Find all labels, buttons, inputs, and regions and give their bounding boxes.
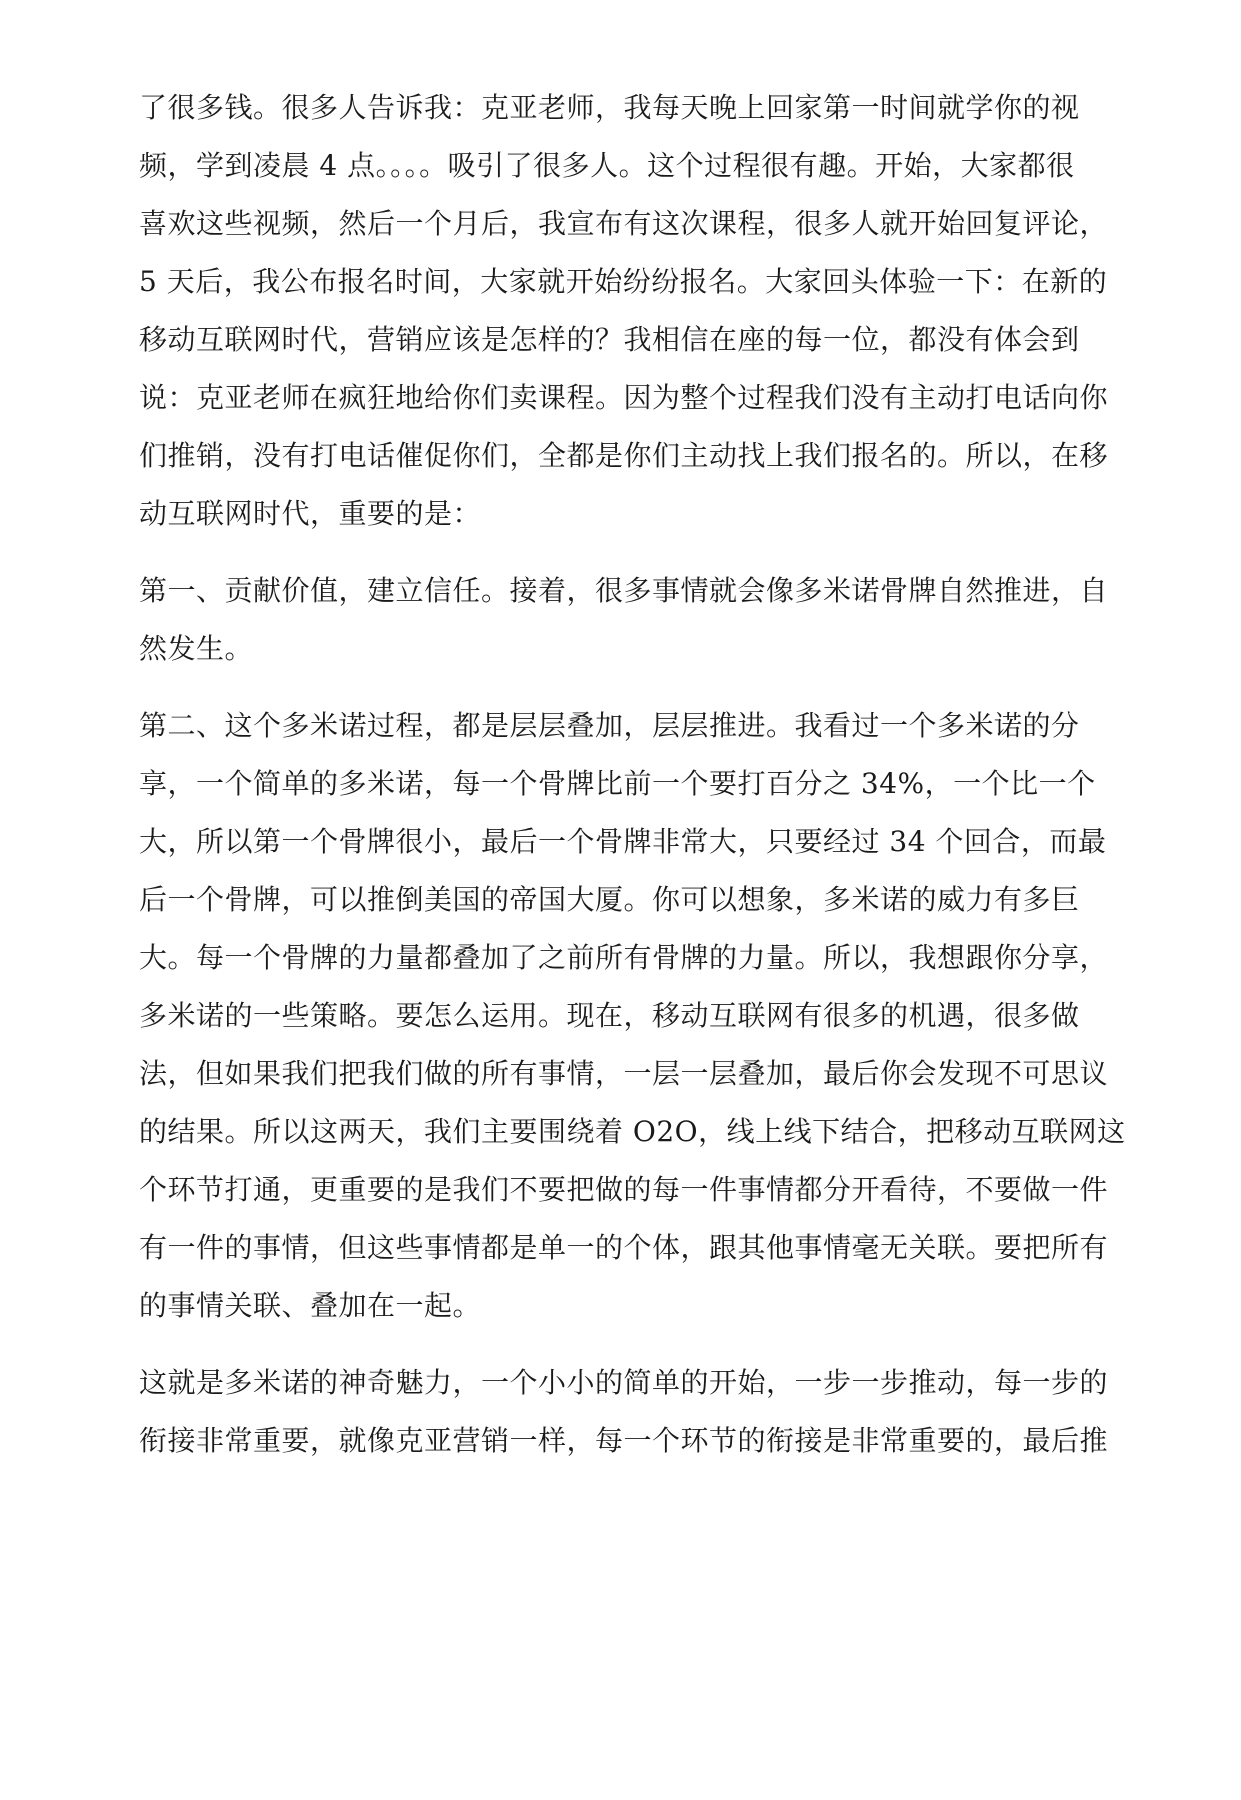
text-line: 移动互联网时代，营销应该是怎样的？我相信在座的每一位，都没有体会到 [139, 323, 1080, 356]
text-line: 享，一个简单的多米诺，每一个骨牌比前一个要打百分之 34%，一个比一个 [139, 767, 1096, 800]
text-line: 说：克亚老师在疯狂地给你们卖课程。因为整个过程我们没有主动打电话向你 [139, 381, 1109, 414]
text-line: 大，所以第一个骨牌很小，最后一个骨牌非常大，只要经过 34 个回合，而最 [139, 825, 1107, 858]
text-line: 了很多钱。很多人告诉我：克亚老师，我每天晚上回家第一时间就学你的视 [139, 91, 1080, 124]
text-line: 频，学到凌晨 4 点。。。。吸引了很多人。这个过程很有趣。开始，大家都很 [139, 149, 1075, 182]
text-line: 们推销，没有打电话催促你们，全都是你们主动找上我们报名的。所以，在移 [139, 439, 1109, 472]
text-line: 这就是多米诺的神奇魅力，一个小小的简单的开始，一步一步推动，每一步的 [139, 1366, 1109, 1399]
text-line: 的事情关联、叠加在一起。 [139, 1289, 482, 1322]
text-line: 法，但如果我们把我们做的所有事情，一层一层叠加，最后你会发现不可思议 [139, 1057, 1109, 1090]
text-line: 个环节打通，更重要的是我们不要把做的每一件事情都分开看待，不要做一件 [139, 1173, 1109, 1206]
text-line: 然发生。 [139, 632, 254, 665]
text-line: 多米诺的一些策略。要怎么运用。现在，移动互联网有很多的机遇，很多做 [139, 999, 1080, 1032]
text-line: 有一件的事情，但这些事情都是单一的个体，跟其他事情毫无关联。要把所有 [139, 1231, 1109, 1264]
text-line: 衔接非常重要，就像克亚营销一样，每一个环节的衔接是非常重要的，最后推 [139, 1424, 1109, 1457]
text-line: 喜欢这些视频，然后一个月后，我宣布有这次课程，很多人就开始回复评论， [139, 207, 1109, 240]
text-line: 后一个骨牌，可以推倒美国的帝国大厦。你可以想象，多米诺的威力有多巨 [139, 883, 1080, 916]
text-line: 的结果。所以这两天，我们主要围绕着 O2O，线上线下结合，把移动互联网这 [139, 1115, 1126, 1148]
text-line: 第二、这个多米诺过程，都是层层叠加，层层推进。我看过一个多米诺的分 [139, 709, 1080, 742]
text-line: 第一、贡献价值，建立信任。接着，很多事情就会像多米诺骨牌自然推进，自 [139, 574, 1109, 607]
text-line: 大。每一个骨牌的力量都叠加了之前所有骨牌的力量。所以，我想跟你分享， [139, 941, 1109, 974]
text-line: 动互联网时代，重要的是： [139, 497, 482, 530]
text-line: 5 天后，我公布报名时间，大家就开始纷纷报名。大家回头体验一下：在新的 [139, 265, 1108, 298]
